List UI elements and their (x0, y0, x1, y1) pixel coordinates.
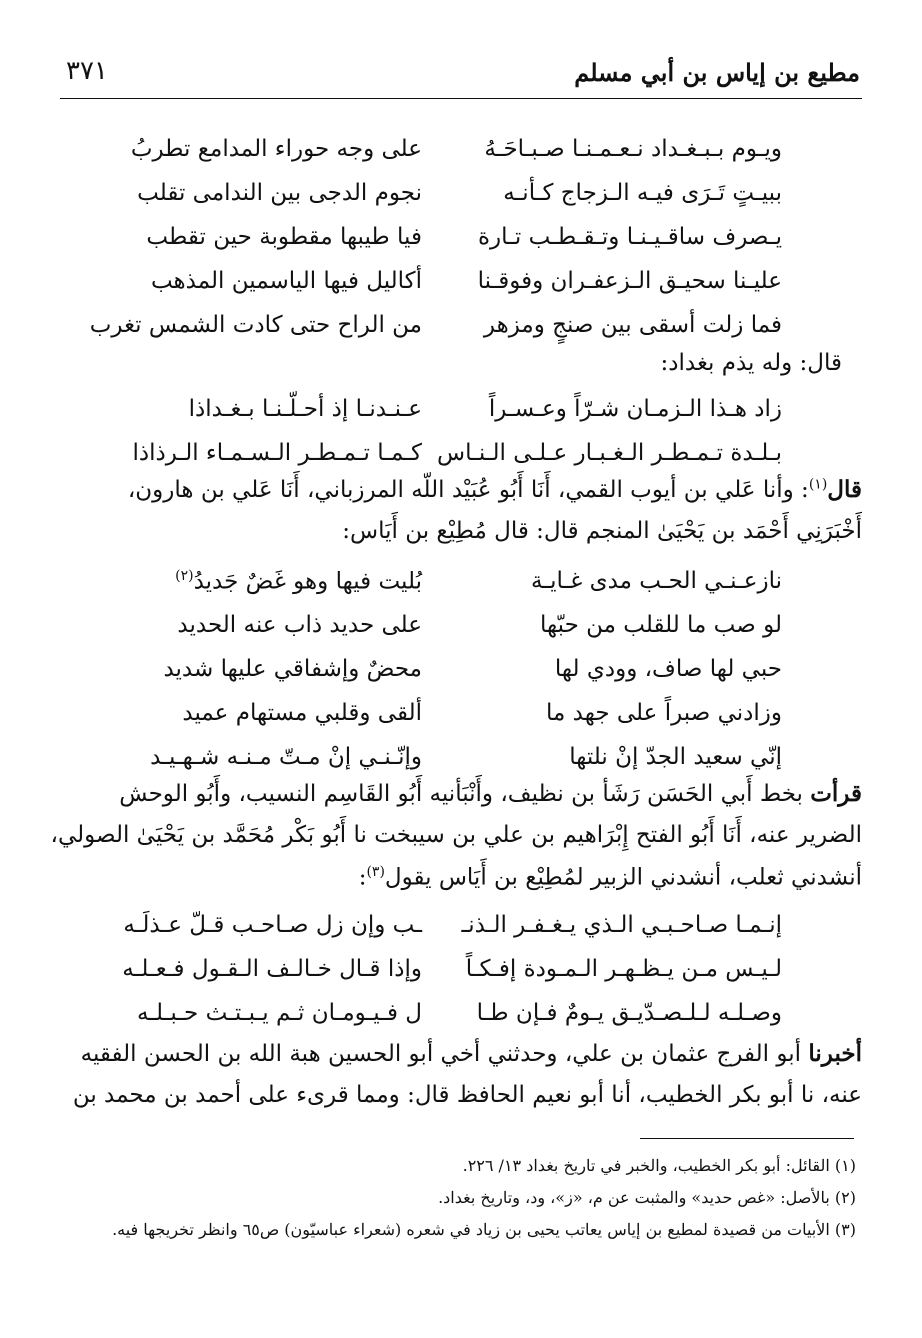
prose-text: : وأنا عَلي بن أيوب القمي، أَنَا أَبُو عُبَيْد اللّه المرزباني، أَنَا عَلي بن هارون، (127, 477, 809, 503)
verse-line (60, 216, 862, 262)
prose-line: قال: وله يذم بغداد: (660, 350, 842, 376)
verse-line (60, 304, 862, 350)
second-hemistich: عـنـدنـا إذ أحـلّـنـا بـغـداذا (188, 396, 422, 422)
first-hemistich: إنـمـا صـاحـبـي الـذي يـغـفـر الـذنـ (461, 912, 782, 938)
running-head: مطيع بن إياس بن أبي مسلم (574, 58, 860, 87)
prose-paragraph-line (60, 476, 862, 503)
first-hemistich: لو صب ما للقلب من حبّها (540, 612, 782, 638)
prose-paragraph-line (60, 1040, 862, 1067)
second-hemistich: فيا طيبها مقطوبة حين تقطب (146, 224, 422, 250)
verse-line (60, 604, 862, 650)
first-hemistich: بـلـدة تـمـطـر الـغـبـار عـلـى الـنـاس (437, 440, 782, 466)
second-hemistich: على حديد ذاب عنه الحديد (177, 612, 422, 638)
first-hemistich: نازعـنـي الحـب مدى غـايـة (531, 568, 782, 594)
second-hemistich: من الراح حتى كادت الشمس تغرب (89, 312, 422, 338)
second-hemistich: نجوم الدجى بين الندامى تقلب (137, 180, 422, 206)
page-header (60, 52, 860, 96)
first-hemistich: عليـنا سحيـق الـزعفـران وفوقـنا (477, 268, 782, 294)
prose-text: أنشدني ثعلب، أنشدني الزبير لمُطِيْع بن أَيَاس يقول (384, 864, 862, 891)
footnote-rule (640, 1138, 854, 1139)
page-number: ٣٧١ (66, 56, 108, 86)
second-hemistich: أكاليل فيها الياسمين المذهب (150, 268, 422, 294)
first-hemistich: ببيـتٍ تَـرَى فيـه الـزجاج كـأنـه (503, 180, 782, 206)
footnote-marker: (٢) (175, 568, 194, 584)
first-hemistich: يـصرف ساقـيـنـا وتـقـطـب تـارة (477, 224, 782, 250)
second-hemistich-wrap (175, 568, 422, 595)
second-hemistich: وإنّـنـي إنْ مـتّ مـنـه شـهـيـد (150, 744, 422, 770)
second-hemistich: على وجه حوراء المدامع تطربُ (130, 136, 422, 162)
verse-line (60, 388, 862, 434)
verse-line (60, 128, 862, 174)
first-hemistich: حبي لها صاف، وودي لها (554, 656, 782, 682)
paragraph-lead-word: قال (827, 476, 862, 503)
paragraph-lead-word: أخبرنا (808, 1040, 862, 1067)
header-rule (60, 98, 862, 99)
footnote: (٢) بالأصل: «غص حديد» والمثبت عن م، «ز»، ود، وتاريخ بغداد. (438, 1188, 856, 1207)
verse-line (60, 692, 862, 738)
second-hemistich: بُليت فيها وهو غَضٌ جَديدُ (193, 568, 422, 595)
verse-line (60, 904, 862, 950)
prose-paragraph-line: الضرير عنه، أَنَا أَبُو الفتح إِبْرَاهيم بن علي بن سيبخت نا أَبُو بَكْر مُحَمَّد بن يَحْيَىٰ الصولي، (50, 822, 862, 848)
verse-line (60, 736, 862, 782)
second-hemistich: كـمـا تـمـطـر الـسـمـاء الـرذاذا (132, 440, 422, 466)
second-hemistich: ل فـيـومـان ثـم يـبـتـث حـبـلـه (136, 1000, 422, 1026)
prose-paragraph-line (60, 780, 862, 807)
second-hemistich: ألقى وقلبي مستهام عميد (182, 700, 422, 726)
verse-line (60, 948, 862, 994)
paragraph-lead-word: قرأت (810, 780, 862, 807)
verse-line (60, 432, 862, 478)
second-hemistich: وإذا قـال خـالـف الـقـول فـعـلـه (122, 956, 422, 982)
prose-paragraph-line: أَخْبَرَنِي أَحْمَد بن يَحْيَىٰ المنجم قال: قال مُطِيْع بن أَيَاس: (342, 518, 862, 544)
first-hemistich: إنّي سعيد الجدّ إنْ نلتها (569, 744, 782, 770)
verse-line (60, 260, 862, 306)
verse-line (60, 560, 862, 606)
prose-paragraph-line (60, 864, 862, 891)
first-hemistich: وزادني صبراً على جهد ما (546, 700, 782, 726)
verse-line (60, 648, 862, 694)
verse-line (60, 992, 862, 1038)
second-hemistich: ـب وإن زل صـاحـب قـلّ عـذلَـه (123, 912, 422, 938)
footnote-marker: (٣) (366, 864, 385, 880)
first-hemistich: وصـلـه لـلـصـدّيـق يـومٌ فـإن طـا (476, 1000, 782, 1026)
footnote-marker: (١) (808, 476, 828, 493)
second-hemistich: محضٌ وإشفاقي عليها شديد (163, 656, 422, 682)
first-hemistich: فما زلت أسقى بين صنجٍ ومزهر (483, 312, 782, 338)
footnote: (٣) الأبيات من قصيدة لمطيع بن إياس يعاتب يحيى بن زياد في شعره (شعراء عباسيّون) ص٦٥ وانظر تخريجها فيه. (112, 1220, 856, 1239)
first-hemistich: ويـوم بـبـغـداد نـعـمـنـا صـبـاحَـهُ (484, 136, 782, 162)
prose-text: : (358, 864, 367, 891)
prose-text: أبو الفرج عثمان بن علي، وحدثني أخي أبو الحسين هبة الله بن الحسن الفقيه (80, 1041, 809, 1067)
first-hemistich: زاد هـذا الـزمـان شـرّاً وعـسـراً (488, 396, 782, 422)
verse-line (60, 172, 862, 218)
prose-paragraph-line: عنه، نا أبو بكر الخطيب، أنا أبو نعيم الحافظ قال: ومما قرىء على أحمد بن محمد بن (72, 1082, 862, 1108)
first-hemistich: لـيـس مـن يـظـهـر الـمـودة إفـكـاً (465, 956, 782, 982)
footnote: (١) القائل: أبو بكر الخطيب، والخبر في تاريخ بغداد ١٣/ ٢٢٦. (462, 1156, 856, 1175)
prose-text: بخط أَبي الحَسَن رَشَأ بن نظيف، وأَنْبَأنيه أَبُو القَاسِم النسيب، وأَبُو الوحش (119, 781, 811, 807)
